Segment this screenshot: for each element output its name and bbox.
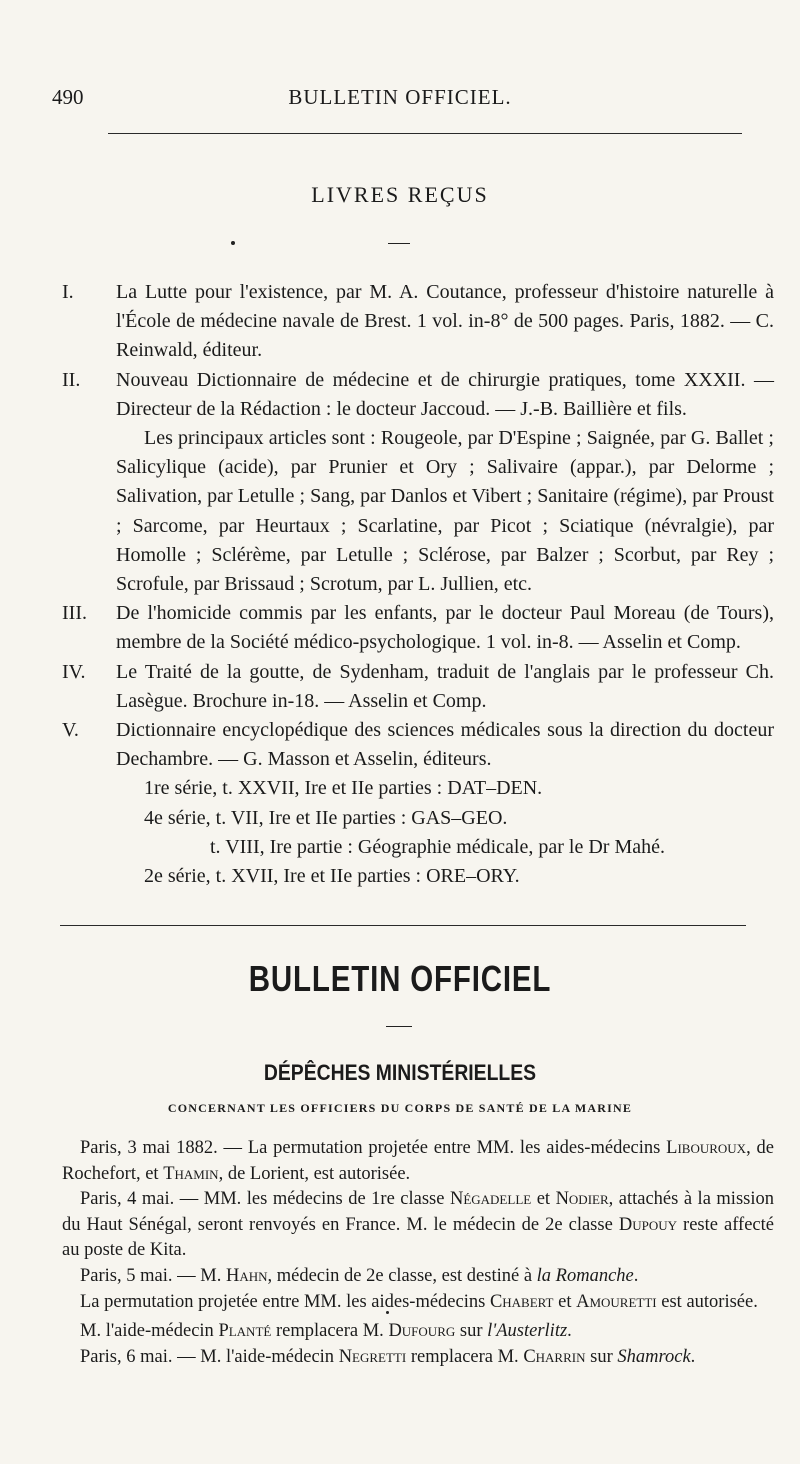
dispatch-paragraph — [62, 1345, 774, 1371]
series-line: 4e série, t. VII, Ire et IIe parties : GAS–GEO. — [144, 806, 508, 829]
page-header — [52, 85, 748, 115]
text-run: Paris, 3 mai 1882. — La permutation projetée entre MM. les aides-médecins — [80, 1138, 667, 1158]
ship-name: la Romanche — [536, 1265, 634, 1286]
text-run: . — [690, 1346, 696, 1367]
entry-text: Nouveau Dictionnaire de médecine et de chirurgie pratiques, tome XXXII. — Directeur de la Rédaction : le docteur Jaccoud. — J.-B. Baillière et fils. — [116, 368, 774, 420]
text-run: M. l'aide-médecin — [80, 1321, 219, 1342]
series-line: t. VIII, Ire partie : Géographie médicale, par le Dr Mahé. — [210, 835, 665, 858]
person-name: Hahn — [225, 1265, 268, 1286]
entry-text: La Lutte pour l'existence, par M. A. Coutance, professeur d'histoire naturelle à l'École de médecine navale de Brest. 1 vol. in-8° de 500 pages. Paris, 1882. — C. Reinwald, éditeur. — [116, 281, 774, 362]
running-title: BULLETIN OFFICIEL. — [288, 85, 512, 109]
person-name: Charrin — [523, 1346, 586, 1367]
text-run: Paris, 6 mai. — M. l'aide-médecin — [80, 1346, 339, 1367]
dispatch-paragraph — [62, 1319, 774, 1345]
book-entry-4 — [62, 658, 774, 716]
series-line: 2e série, t. XVII, Ire et IIe parties : ORE–ORY. — [144, 865, 520, 888]
text-run: est autorisée. — [656, 1291, 758, 1312]
books-section-title: LIVRES REÇUS — [311, 182, 489, 207]
entry-number: III. — [62, 602, 87, 625]
text-run: Paris, 5 mai. — M. — [80, 1265, 226, 1286]
text-run: et — [531, 1189, 556, 1210]
books-list — [62, 278, 774, 891]
page-number: 490 — [52, 85, 84, 109]
entry-number: I. — [62, 281, 74, 303]
header-rule — [108, 133, 742, 134]
text-run: sur — [455, 1321, 488, 1342]
dispatch-paragraph — [62, 1187, 774, 1264]
text-run: et — [553, 1291, 577, 1312]
entry-number: II. — [62, 368, 81, 391]
articles-paragraph: Les principaux articles sont : Rougeole, par D'Espine ; Saignée, par G. Ballet ; Salicylique (acide), par Prunier et Ory ; Salivaire (appar.), par Delorme ; Salivation, par Letulle ; Sang, par Danlos et Vibert ; Sanitaire (régime), par Proust ; Sarcome, par Heurtaux ; Scarlatine, par Picot ; Sciatique (névralgie), par Homolle ; Sclérème, par Letulle ; Sclérose, par Balzer ; Scorbut, par Rey ; Scrofule, par Brissaud ; Scrotum, par L. Jullien, etc. — [116, 427, 774, 596]
person-name: Chabert — [489, 1291, 554, 1312]
ornament-space — [62, 1315, 774, 1319]
text-run: , de Lorient, est autorisée. — [218, 1163, 411, 1184]
series-line: 1re série, t. XXVII, Ire et IIe parties : DAT–DEN. — [144, 777, 543, 800]
text-run: reste affecté au poste de Kita. — [62, 1214, 774, 1261]
text-run: Paris, 4 mai. — MM. les médecins de 1re classe — [80, 1189, 450, 1210]
ornament-dash — [386, 1026, 412, 1027]
entry-text: De l'homicide commis par les enfants, par le docteur Paul Moreau (de Tours), membre de la Société médico-psychologique. 1 vol. in-8. — Asselin et Comp. — [116, 602, 774, 654]
person-name: Dufourg — [388, 1321, 456, 1342]
person-name: Planté — [218, 1321, 272, 1342]
bulletin-subtitle: DÉPÊCHES MINISTÉRIELLES — [263, 1060, 537, 1085]
person-name: Amouretti — [576, 1291, 657, 1312]
ship-name: l'Austerlitz — [487, 1321, 568, 1342]
book-entry-2-articles — [62, 424, 774, 599]
text-run: . — [633, 1265, 639, 1286]
person-name: Thamin — [163, 1163, 219, 1184]
text-run: La permutation projetée entre MM. les aides-médecins — [80, 1291, 490, 1312]
person-name: Négadelle — [449, 1189, 532, 1210]
person-name: Negretti — [338, 1346, 407, 1367]
text-run: , attachés à la mission du Haut Sénégal, seront renvoyés en France. M. le médecin de 2e classe — [62, 1189, 774, 1235]
book-entry-2 — [62, 366, 774, 424]
dispatches — [62, 1136, 774, 1370]
person-name: Nodier — [555, 1189, 609, 1210]
section-rule — [60, 925, 746, 926]
entry-number: V. — [62, 719, 79, 742]
book-entry-3 — [62, 599, 774, 657]
ornament-dot — [231, 241, 235, 245]
ship-name: Shamrock — [617, 1346, 691, 1367]
person-name: Dupouy — [618, 1214, 677, 1235]
text-run: sur — [585, 1346, 618, 1367]
entry-text: Le Traité de la goutte, de Sydenham, traduit de l'anglais par le professeur Ch. Lasègue. Brochure in-18. — Asselin et Comp. — [116, 660, 774, 712]
dispatch-paragraph — [62, 1136, 774, 1187]
entry-number: IV. — [62, 660, 86, 683]
dispatch-paragraph — [62, 1264, 774, 1290]
ornament-dash — [388, 243, 410, 244]
text-run: , médecin de 2e classe, est destiné à — [267, 1265, 537, 1286]
bulletin-title: BULLETIN OFFICIEL — [248, 958, 552, 999]
series-list — [62, 774, 774, 891]
dispatch-paragraph — [62, 1290, 774, 1316]
text-run: remplacera M. — [406, 1346, 524, 1367]
text-run: remplacera M. — [271, 1321, 389, 1342]
text-run: . — [567, 1321, 572, 1342]
book-entry-5 — [62, 716, 774, 774]
person-name: Libouroux — [666, 1138, 747, 1158]
entry-text: Dictionnaire encyclopédique des sciences médicales sous la direction du docteur Dechambre. — G. Masson et Asselin, éditeurs. — [116, 719, 774, 771]
bulletin-subheading: CONCERNANT LES OFFICIERS DU CORPS DE SANTÉ DE LA MARINE — [167, 1101, 633, 1115]
text-run: , de Rochefort, et — [62, 1138, 774, 1184]
book-entry-1 — [62, 278, 774, 366]
